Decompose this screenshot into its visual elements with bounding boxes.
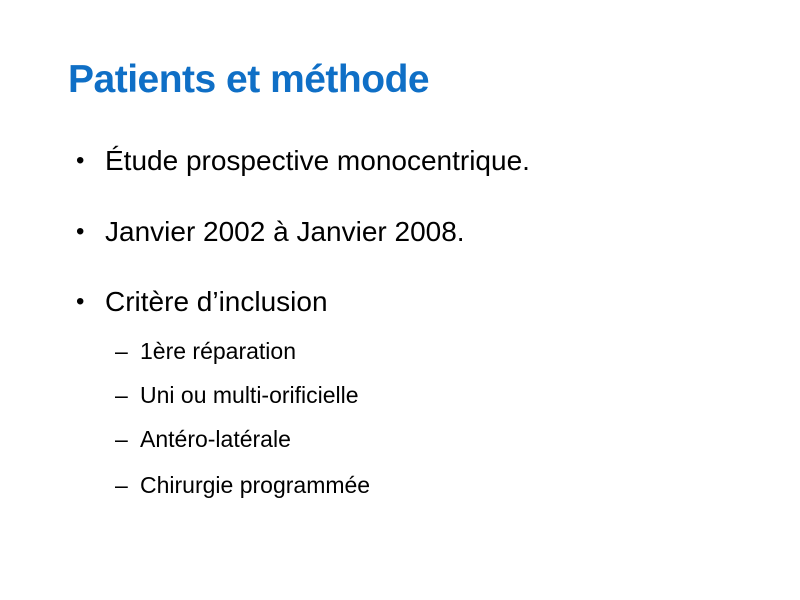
dash-marker-icon: – [115,338,128,364]
bullet-text: Étude prospective monocentrique. [105,145,530,176]
bullet-item [76,216,465,248]
bullet-text: Janvier 2002 à Janvier 2008. [105,216,465,247]
sub-bullet-item [115,472,370,499]
bullet-item [76,286,328,318]
sub-bullet-item [115,338,296,365]
dash-marker-icon: – [115,382,128,408]
sub-bullet-item [115,426,291,453]
bullet-marker-icon: • [76,288,85,315]
sub-bullet-text: Uni ou multi-orificielle [140,382,359,408]
sub-bullet-text: 1ère réparation [140,338,296,364]
bullet-marker-icon: • [76,218,85,245]
slide-title: Patients et méthode [68,58,430,101]
sub-bullet-text: Antéro-latérale [140,426,291,452]
bullet-item [76,145,530,177]
sub-bullet-item [115,382,359,409]
bullet-text: Critère d’inclusion [105,286,328,317]
bullet-marker-icon: • [76,147,85,174]
dash-marker-icon: – [115,426,128,452]
dash-marker-icon: – [115,472,128,498]
sub-bullet-text: Chirurgie programmée [140,472,371,498]
